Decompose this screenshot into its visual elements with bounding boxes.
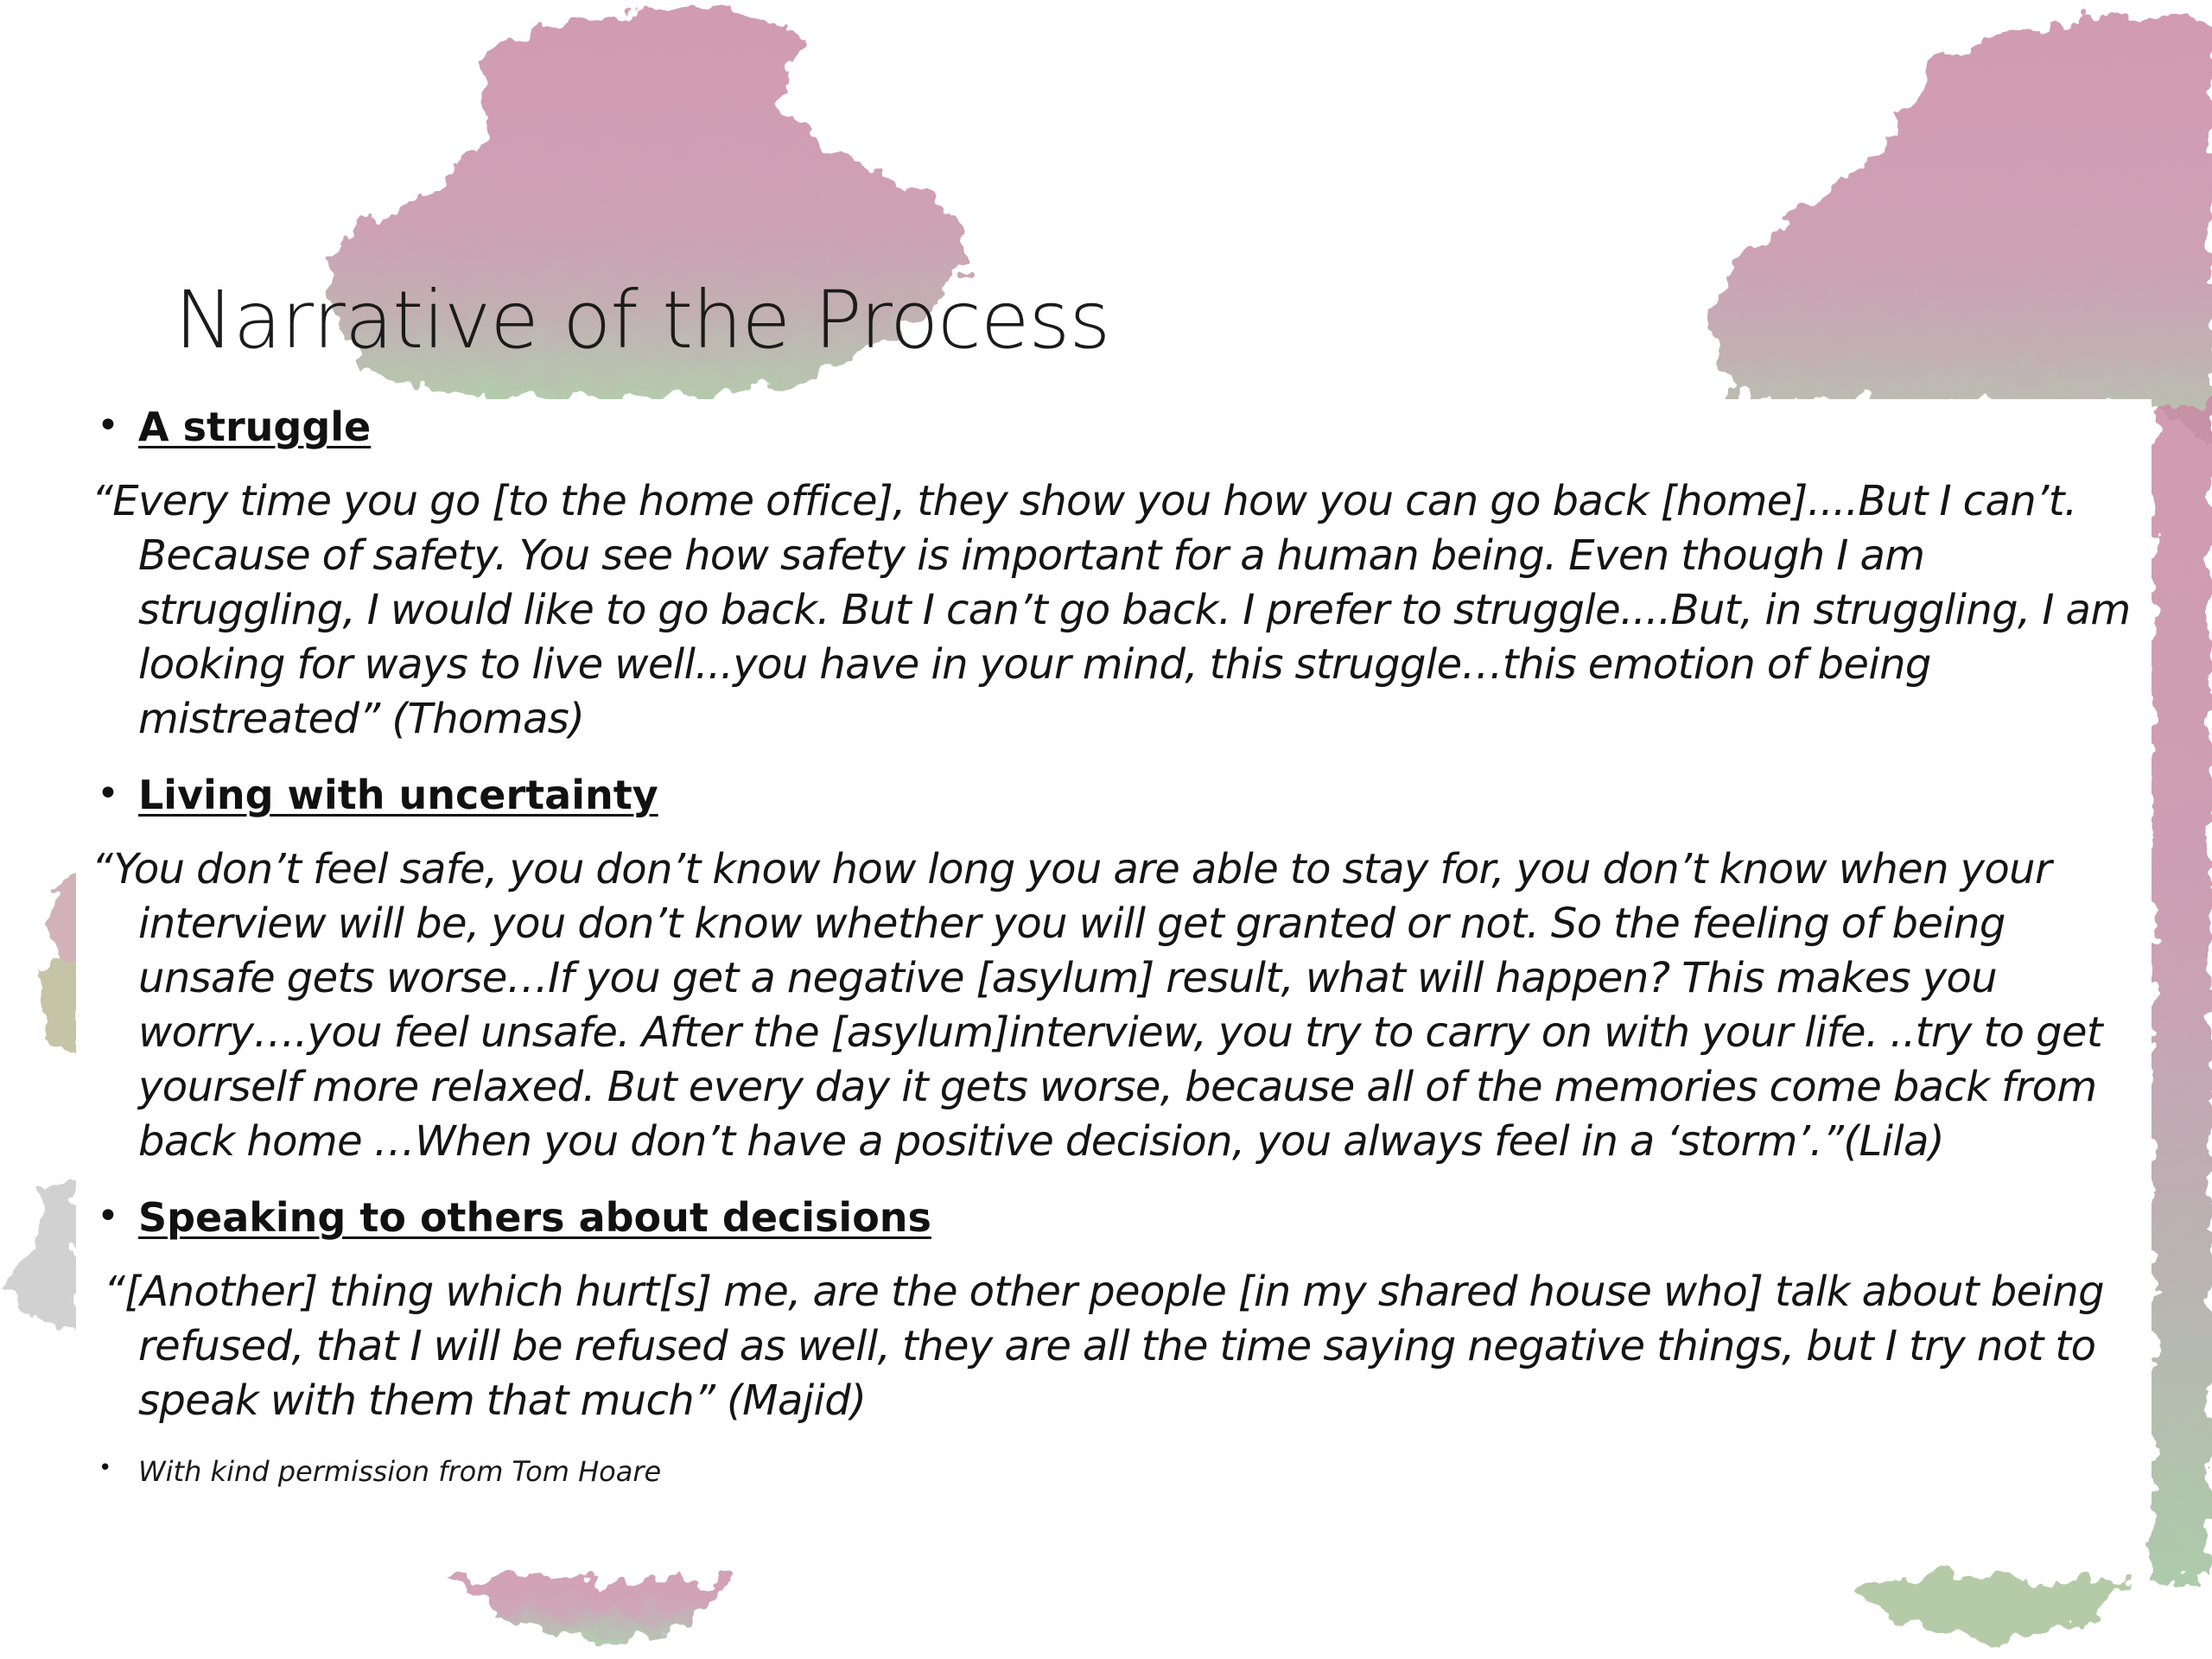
slide-title: Narrative of the Process (175, 274, 1110, 366)
bullet-icon: • (97, 404, 119, 448)
bullet-icon: • (99, 1454, 112, 1481)
section-heading-speaking (92, 1195, 2148, 1241)
quote-thomas: “Every time you go [to the home office], they show you how you can go back [home]....But I can’t. Because of safety. You see how safety is important for a human being. Even though I am struggling, I would like to go back. But I can’t go back. I prefer to struggle....But, in struggling, I am looking for ways to live well...you have in your mind, this struggle…this emotion of being mistreated” (Thomas) (92, 476, 2131, 743)
section-heading-text: A struggle (138, 404, 372, 450)
bullet-icon: • (97, 771, 119, 816)
quote-lila: “You don’t feel safe, you don’t know how long you are able to stay for, you don’t know when your interview will be, you don’t know whether you will get granted or not. So the feeling of being unsafe gets worse…If you get a negative [asylum] result, what will happen? This makes you worry….you feel unsafe. After the [asylum]interview, you try to carry on with your life. ..try to get yourself more relaxed. But every day it gets worse, because all of the memories come back from back home …When you don’t have a positive decision, you always feel in a ‘storm’.”(Lila) (92, 844, 2103, 1166)
section-heading-struggle (92, 404, 2148, 450)
section-heading-text: Living with uncertainty (138, 771, 658, 818)
section-heading-text: Speaking to others about decisions (138, 1193, 931, 1241)
credit-text: With kind permission from Tom Hoare (138, 1454, 662, 1488)
credit-line (92, 1454, 2148, 1491)
bullet-icon: • (97, 1193, 119, 1238)
section-heading-uncertainty (92, 772, 2148, 818)
slide-body (92, 404, 2148, 1490)
quote-majid: “[Another] thing which hurt[s] me, are the other people [in my shared house who] talk about being refused, that I will be refused as well, they are all the time saying negative things, but I try not to speak with them that much” (Majid) (104, 1267, 2104, 1425)
right-map-north (1711, 16, 2212, 449)
